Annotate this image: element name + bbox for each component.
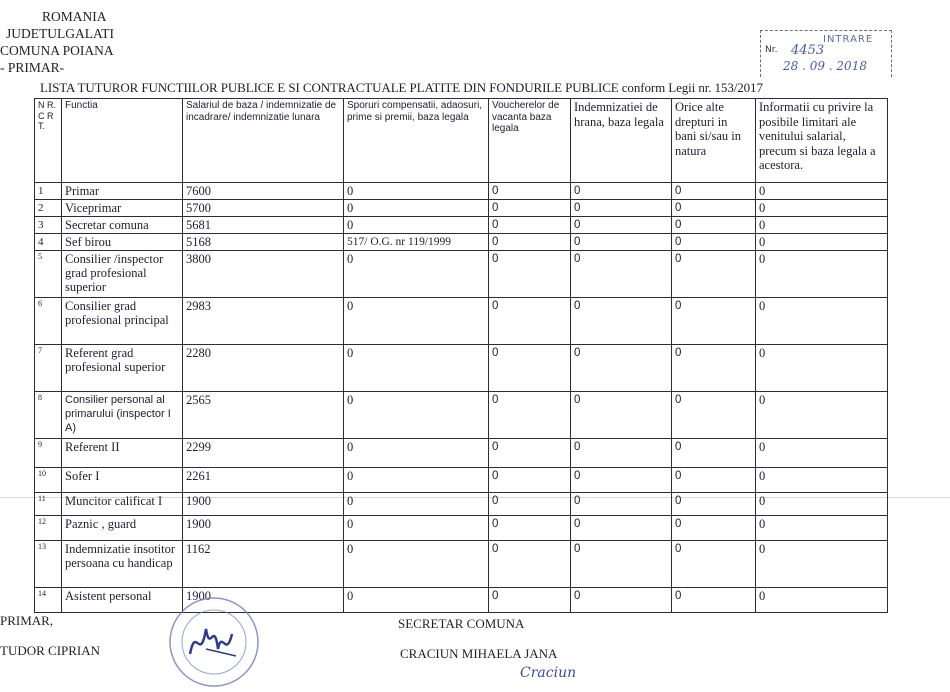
table-row [35,217,888,234]
stamp-nr-label: Nr. [765,45,778,55]
cell-nr: 12 [35,516,62,541]
table-row [35,439,888,468]
cell-info: 0 [756,588,888,613]
mayor-name: TUDOR CIPRIAN [0,643,101,658]
cell-nr: 7 [35,345,62,392]
cell-salariu: 2983 [183,298,344,345]
cell-hrana: 0 [571,468,672,493]
cell-vouchere: 0 [489,468,571,493]
cell-info: 0 [756,183,888,200]
cell-sporuri: 0 [344,392,489,439]
cell-vouchere: 0 [489,345,571,392]
cell-nr: 11 [35,493,62,516]
table-header-row [35,99,888,183]
cell-sporuri: 0 [344,345,489,392]
header-commune: COMUNA POIANA [0,43,114,58]
cell-hrana: 0 [571,183,672,200]
table-row [35,200,888,217]
cell-functia: Consilier personal al primarului (inspector I A) [62,392,183,439]
cell-info: 0 [756,345,888,392]
cell-sporuri: 0 [344,588,489,613]
cell-hrana: 0 [571,298,672,345]
cell-hrana: 0 [571,251,672,298]
cell-nr: 3 [35,217,62,234]
cell-functia: Asistent personal [62,588,183,613]
cell-functia: Consilier grad profesional principal [62,298,183,345]
cell-alte: 0 [672,183,756,200]
header-country: ROMANIA [42,9,107,24]
cell-functia: Consilier /inspector grad profesional superior [62,251,183,298]
cell-functia: Sofer I [62,468,183,493]
cell-alte: 0 [672,493,756,516]
cell-vouchere: 0 [489,251,571,298]
cell-salariu: 2565 [183,392,344,439]
cell-sporuri: 517/ O.G. nr 119/1999 [344,234,489,251]
secretary-name: CRACIUN MIHAELA JANA [400,646,558,661]
table-row [35,183,888,200]
document-header [0,8,114,76]
cell-vouchere: 0 [489,183,571,200]
cell-nr: 8 [35,392,62,439]
cell-nr: 14 [35,588,62,613]
cell-alte: 0 [672,588,756,613]
col-header-vouchere: Voucherelor de vacanta baza legala [489,99,571,183]
document-title: LISTA TUTUROR FUNCTIILOR PUBLICE E SI CONTRACTUALE PLATITE DIN FONDURILE PUBLICE conform Legii nr. 153/2017 [40,80,763,95]
cell-nr: 10 [35,468,62,493]
cell-sporuri: 0 [344,439,489,468]
cell-info: 0 [756,234,888,251]
cell-salariu: 1900 [183,588,344,613]
cell-nr: 2 [35,200,62,217]
cell-info: 0 [756,541,888,588]
cell-sporuri: 0 [344,541,489,588]
cell-nr: 4 [35,234,62,251]
cell-functia: Indemnizatie insotitor persoana cu handicap [62,541,183,588]
cell-hrana: 0 [571,439,672,468]
cell-nr: 13 [35,541,62,588]
table-row [35,345,888,392]
cell-vouchere: 0 [489,392,571,439]
cell-vouchere: 0 [489,493,571,516]
cell-vouchere: 0 [489,439,571,468]
cell-vouchere: 0 [489,541,571,588]
cell-info: 0 [756,439,888,468]
cell-hrana: 0 [571,588,672,613]
table-row [35,541,888,588]
table-row [35,588,888,613]
cell-functia: Muncitor calificat I [62,493,183,516]
cell-info: 0 [756,392,888,439]
cell-hrana: 0 [571,234,672,251]
table-row [35,251,888,298]
table-row [35,392,888,439]
col-header-salariu: Salariul de baza / indemnizatie de incadrare/ indemnizatie lunara [183,99,344,183]
cell-alte: 0 [672,439,756,468]
cell-salariu: 2280 [183,345,344,392]
cell-hrana: 0 [571,392,672,439]
cell-functia: Primar [62,183,183,200]
cell-functia: Viceprimar [62,200,183,217]
cell-nr: 9 [35,439,62,468]
cell-sporuri: 0 [344,183,489,200]
cell-alte: 0 [672,392,756,439]
header-county: JUDETULGALATI [6,26,114,41]
cell-functia: Secretar comuna [62,217,183,234]
cell-vouchere: 0 [489,217,571,234]
cell-vouchere: 0 [489,588,571,613]
col-header-info: Informatii cu privire la posibile limitari ale venitului salarial, precum si baza legala a acestora. [756,99,888,183]
cell-alte: 0 [672,516,756,541]
cell-info: 0 [756,251,888,298]
cell-hrana: 0 [571,516,672,541]
registration-stamp [760,30,892,77]
cell-sporuri: 0 [344,217,489,234]
header-institution: - PRIMAR- [0,60,65,75]
cell-functia: Sef birou [62,234,183,251]
cell-vouchere: 0 [489,200,571,217]
cell-alte: 0 [672,298,756,345]
cell-nr: 1 [35,183,62,200]
cell-salariu: 1162 [183,541,344,588]
cell-sporuri: 0 [344,251,489,298]
cell-info: 0 [756,516,888,541]
cell-info: 0 [756,217,888,234]
col-header-hrana: Indemnizatiei de hrana, baza legala [571,99,672,183]
table-row [35,298,888,345]
cell-alte: 0 [672,200,756,217]
salary-table [34,98,888,613]
cell-salariu: 5168 [183,234,344,251]
cell-hrana: 0 [571,541,672,588]
cell-sporuri: 0 [344,493,489,516]
stamp-number: 4453 [791,43,825,58]
cell-info: 0 [756,200,888,217]
col-header-alte: Orice alte drepturi in bani si/sau in natura [672,99,756,183]
cell-hrana: 0 [571,217,672,234]
cell-vouchere: 0 [489,516,571,541]
stamp-date: 28 . 09 . 2018 [783,59,867,73]
cell-salariu: 5700 [183,200,344,217]
cell-salariu: 1900 [183,516,344,541]
cell-salariu: 7600 [183,183,344,200]
cell-sporuri: 0 [344,516,489,541]
cell-alte: 0 [672,217,756,234]
cell-vouchere: 0 [489,298,571,345]
table-row [35,493,888,516]
cell-alte: 0 [672,468,756,493]
cell-salariu: 5681 [183,217,344,234]
cell-hrana: 0 [571,200,672,217]
cell-salariu: 1900 [183,493,344,516]
secretary-signature: Craciun [520,665,577,681]
cell-alte: 0 [672,251,756,298]
cell-alte: 0 [672,345,756,392]
cell-vouchere: 0 [489,234,571,251]
cell-functia: Referent II [62,439,183,468]
stamp-title: INTRARE [823,34,874,45]
cell-sporuri: 0 [344,468,489,493]
cell-salariu: 2299 [183,439,344,468]
cell-info: 0 [756,298,888,345]
col-header-sporuri: Sporuri compensatii, adaosuri, prime si premii, baza legala [344,99,489,183]
cell-hrana: 0 [571,345,672,392]
table-row [35,468,888,493]
cell-functia: Referent grad profesional superior [62,345,183,392]
table-row [35,516,888,541]
cell-nr: 6 [35,298,62,345]
col-header-functia: Functia [62,99,183,183]
secretary-role: SECRETAR COMUNA [398,616,525,631]
cell-info: 0 [756,493,888,516]
mayor-role: PRIMAR, [0,613,54,628]
cell-salariu: 2261 [183,468,344,493]
official-seal [166,594,262,690]
cell-alte: 0 [672,541,756,588]
cell-functia: Paznic , guard [62,516,183,541]
cell-salariu: 3800 [183,251,344,298]
cell-info: 0 [756,468,888,493]
cell-sporuri: 0 [344,200,489,217]
table-row [35,234,888,251]
cell-sporuri: 0 [344,298,489,345]
col-header-nr: N R. C R T. [35,99,62,183]
cell-nr: 5 [35,251,62,298]
cell-hrana: 0 [571,493,672,516]
cell-alte: 0 [672,234,756,251]
